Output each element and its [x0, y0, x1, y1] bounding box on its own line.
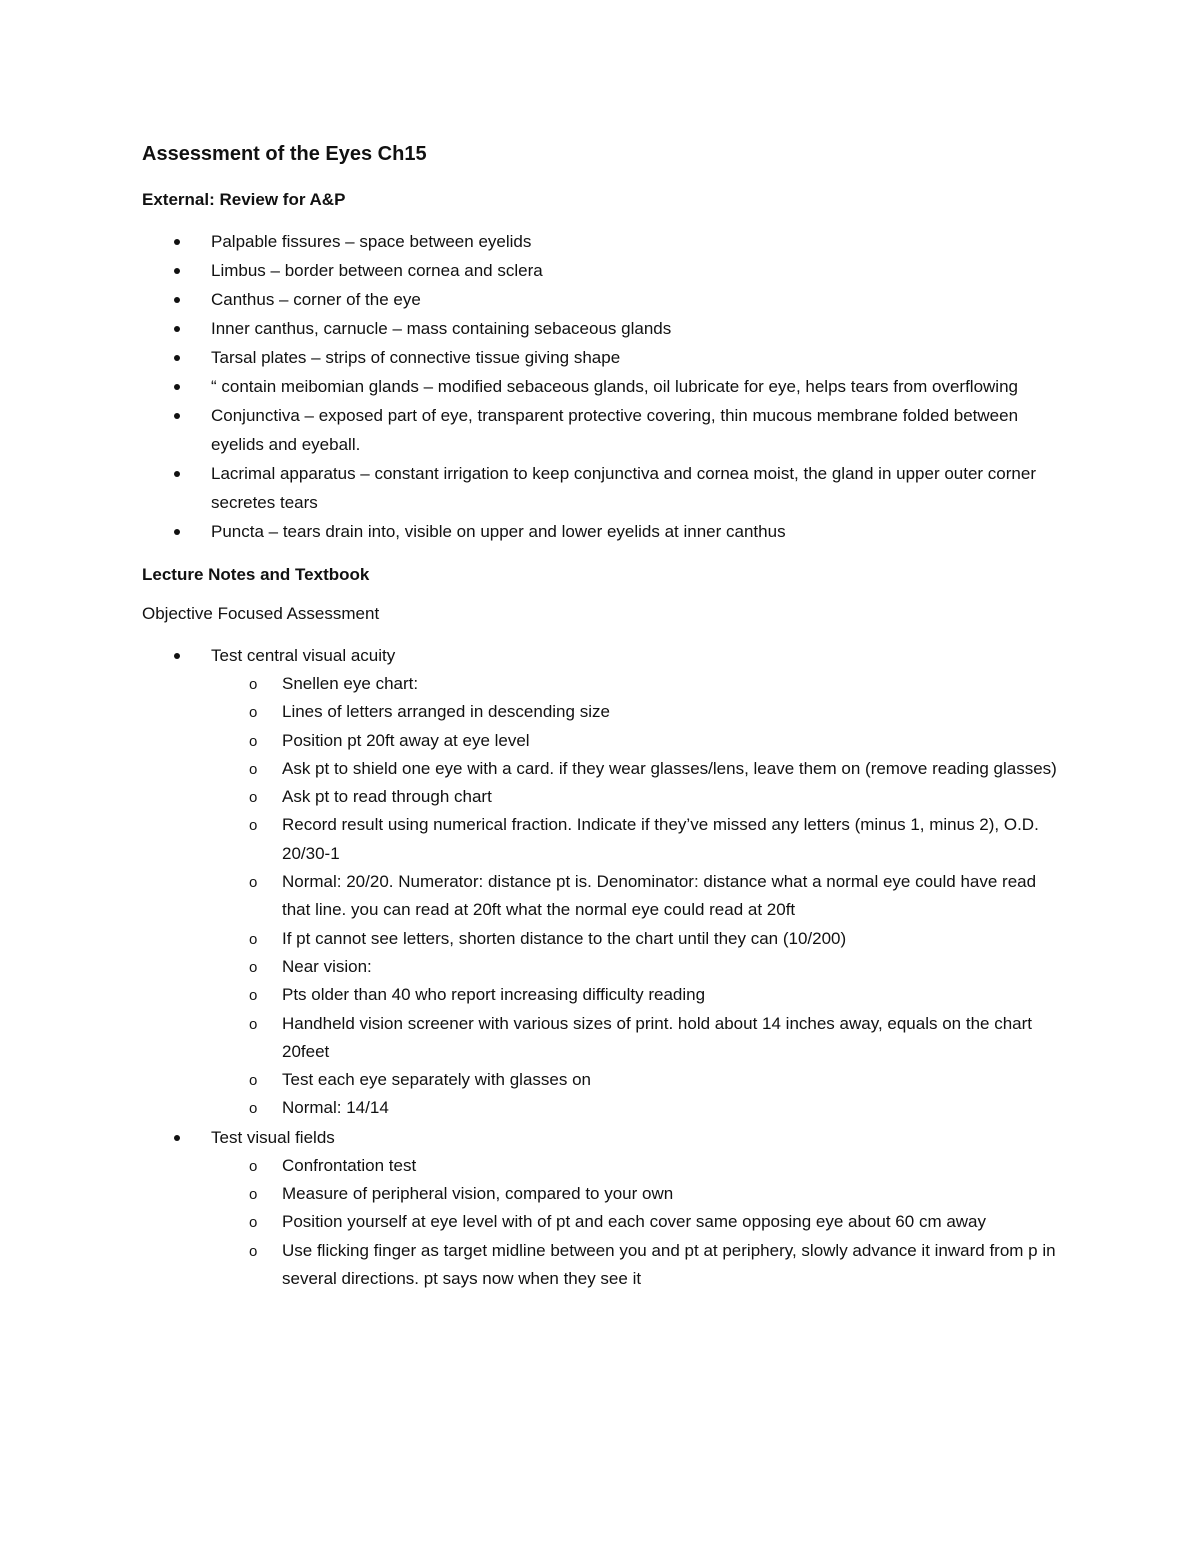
- sublist-item: [211, 1152, 1062, 1180]
- sublist-item-text: Position yourself at eye level with of pt and each cover same opposing eye about 60 cm away: [282, 1212, 987, 1232]
- bullet-icon: [174, 326, 180, 332]
- list-item: [142, 227, 1062, 256]
- sublist-item-text: Ask pt to shield one eye with a card. if they wear glasses/lens, leave them on (remove reading glasses): [282, 758, 1057, 778]
- list-item: [142, 1123, 1062, 1293]
- external-list: [142, 227, 1062, 546]
- list-item-text: Limbus – border between cornea and sclera: [211, 261, 543, 280]
- list-item: [142, 256, 1062, 285]
- sublist-item-text: Pts older than 40 who report increasing difficulty reading: [282, 985, 706, 1005]
- list-item: [142, 459, 1062, 517]
- list-item-text: “ contain meibomian glands – modified sebaceous glands, oil lubricate for eye, helps tears from overflowing: [211, 377, 1018, 396]
- list-item-text: Test central visual acuity: [211, 646, 396, 665]
- list-item-text: Palpable fissures – space between eyelids: [211, 232, 532, 251]
- sublist-item: [211, 1066, 1062, 1094]
- sublist-item-text: Snellen eye chart:: [282, 674, 419, 693]
- sublist-item-text: Measure of peripheral vision, compared to your own: [282, 1184, 674, 1204]
- list-item-text: Conjunctiva – exposed part of eye, transparent protective covering, thin mucous membrane folded between eyelids and eyeball.: [211, 406, 1019, 454]
- circle-bullet-icon: o: [249, 930, 258, 948]
- list-item: [142, 314, 1062, 343]
- circle-bullet-icon: o: [249, 958, 258, 976]
- sublist-item-text: Record result using numerical fraction. Indicate if they’ve missed any letters (minus 1, minus 2), O.D. 20/30-1: [282, 815, 1039, 863]
- list-item-text: Inner canthus, carnucle – mass containing sebaceous glands: [211, 319, 672, 338]
- sublist-item-text: Test each eye separately with glasses on: [282, 1070, 592, 1090]
- circle-bullet-icon: o: [249, 732, 258, 750]
- sublist: [211, 670, 1062, 1123]
- circle-bullet-icon: o: [249, 760, 258, 778]
- sublist-item: [211, 727, 1062, 755]
- sublist-item: [211, 698, 1062, 726]
- list-item-text: Lacrimal apparatus – constant irrigation to keep conjunctiva and cornea moist, the gland in upper outer corner secretes tears: [211, 464, 1036, 512]
- assessment-subheading: Objective Focused Assessment: [142, 604, 380, 623]
- list-item: [142, 285, 1062, 314]
- sublist-item: [211, 1010, 1062, 1067]
- sublist-item: [211, 1208, 1062, 1236]
- bullet-icon: [174, 355, 180, 361]
- sublist-item: [211, 1237, 1062, 1294]
- list-item: [142, 401, 1062, 459]
- bullet-icon: [174, 653, 180, 659]
- sublist-item-text: Use flicking finger as target midline between you and pt at periphery, slowly advance it inward from p in several directions. pt says now when they see it: [282, 1240, 1056, 1288]
- sublist-item: [211, 755, 1062, 783]
- document-title: Assessment of the Eyes Ch15: [142, 143, 427, 165]
- list-item-text: Puncta – tears drain into, visible on upper and lower eyelids at inner canthus: [211, 522, 786, 541]
- sublist-item-text: Normal: 14/14: [282, 1098, 389, 1118]
- list-item-text: Test visual fields: [211, 1127, 335, 1147]
- circle-bullet-icon: o: [249, 676, 258, 693]
- external-heading: External: Review for A&P: [142, 190, 346, 209]
- list-item: [142, 641, 1062, 1123]
- bullet-icon: [174, 268, 180, 274]
- sublist-item-text: Position pt 20ft away at eye level: [282, 730, 530, 750]
- sublist-item: [211, 783, 1062, 811]
- list-item-text: Tarsal plates – strips of connective tissue giving shape: [211, 348, 621, 367]
- sublist-item: [211, 953, 1062, 981]
- sublist-item: [211, 1180, 1062, 1208]
- list-item: [142, 343, 1062, 372]
- sublist-item: [211, 670, 1062, 698]
- circle-bullet-icon: o: [249, 874, 258, 892]
- sublist-item: [211, 981, 1062, 1009]
- list-item: [142, 517, 1062, 546]
- bullet-icon: [174, 471, 180, 477]
- sublist-item-text: Confrontation test: [282, 1155, 417, 1175]
- sublist-item-text: Near vision:: [282, 956, 372, 976]
- bullet-icon: [174, 413, 180, 419]
- circle-bullet-icon: o: [249, 789, 258, 807]
- sublist-item: [211, 811, 1062, 868]
- bullet-icon: [174, 297, 180, 303]
- document-page: [142, 140, 1062, 1310]
- circle-bullet-icon: o: [249, 1072, 258, 1090]
- circle-bullet-icon: o: [249, 817, 258, 835]
- bullet-icon: [174, 529, 180, 535]
- lecture-heading: Lecture Notes and Textbook: [142, 565, 370, 584]
- circle-bullet-icon: o: [249, 1242, 258, 1260]
- list-item: [142, 372, 1062, 401]
- sublist-item: [211, 925, 1062, 953]
- assessment-list: [142, 641, 1062, 1293]
- circle-bullet-icon: o: [249, 704, 258, 722]
- sublist-item-text: Lines of letters arranged in descending size: [282, 702, 610, 722]
- circle-bullet-icon: o: [249, 1214, 258, 1232]
- sublist-item: [211, 868, 1062, 925]
- sublist-item-text: Normal: 20/20. Numerator: distance pt is. Denominator: distance what a normal eye could have read that line. you can read at 20ft what the normal eye could read at 20ft: [282, 872, 1037, 920]
- sublist-item-text: Ask pt to read through chart: [282, 787, 492, 807]
- bullet-icon: [174, 384, 180, 390]
- circle-bullet-icon: o: [249, 1100, 258, 1118]
- sublist-item-text: If pt cannot see letters, shorten distance to the chart until they can (10/200): [282, 928, 847, 948]
- circle-bullet-icon: o: [249, 1157, 258, 1175]
- sublist: [211, 1152, 1062, 1293]
- circle-bullet-icon: o: [249, 1186, 258, 1204]
- bullet-icon: [174, 239, 180, 245]
- circle-bullet-icon: o: [249, 1015, 258, 1033]
- sublist-item: [211, 1094, 1062, 1122]
- sublist-item-text: Handheld vision screener with various sizes of print. hold about 14 inches away, equals on the chart 20feet: [282, 1013, 1033, 1061]
- bullet-icon: [174, 1135, 180, 1141]
- circle-bullet-icon: o: [249, 987, 258, 1005]
- list-item-text: Canthus – corner of the eye: [211, 290, 421, 309]
